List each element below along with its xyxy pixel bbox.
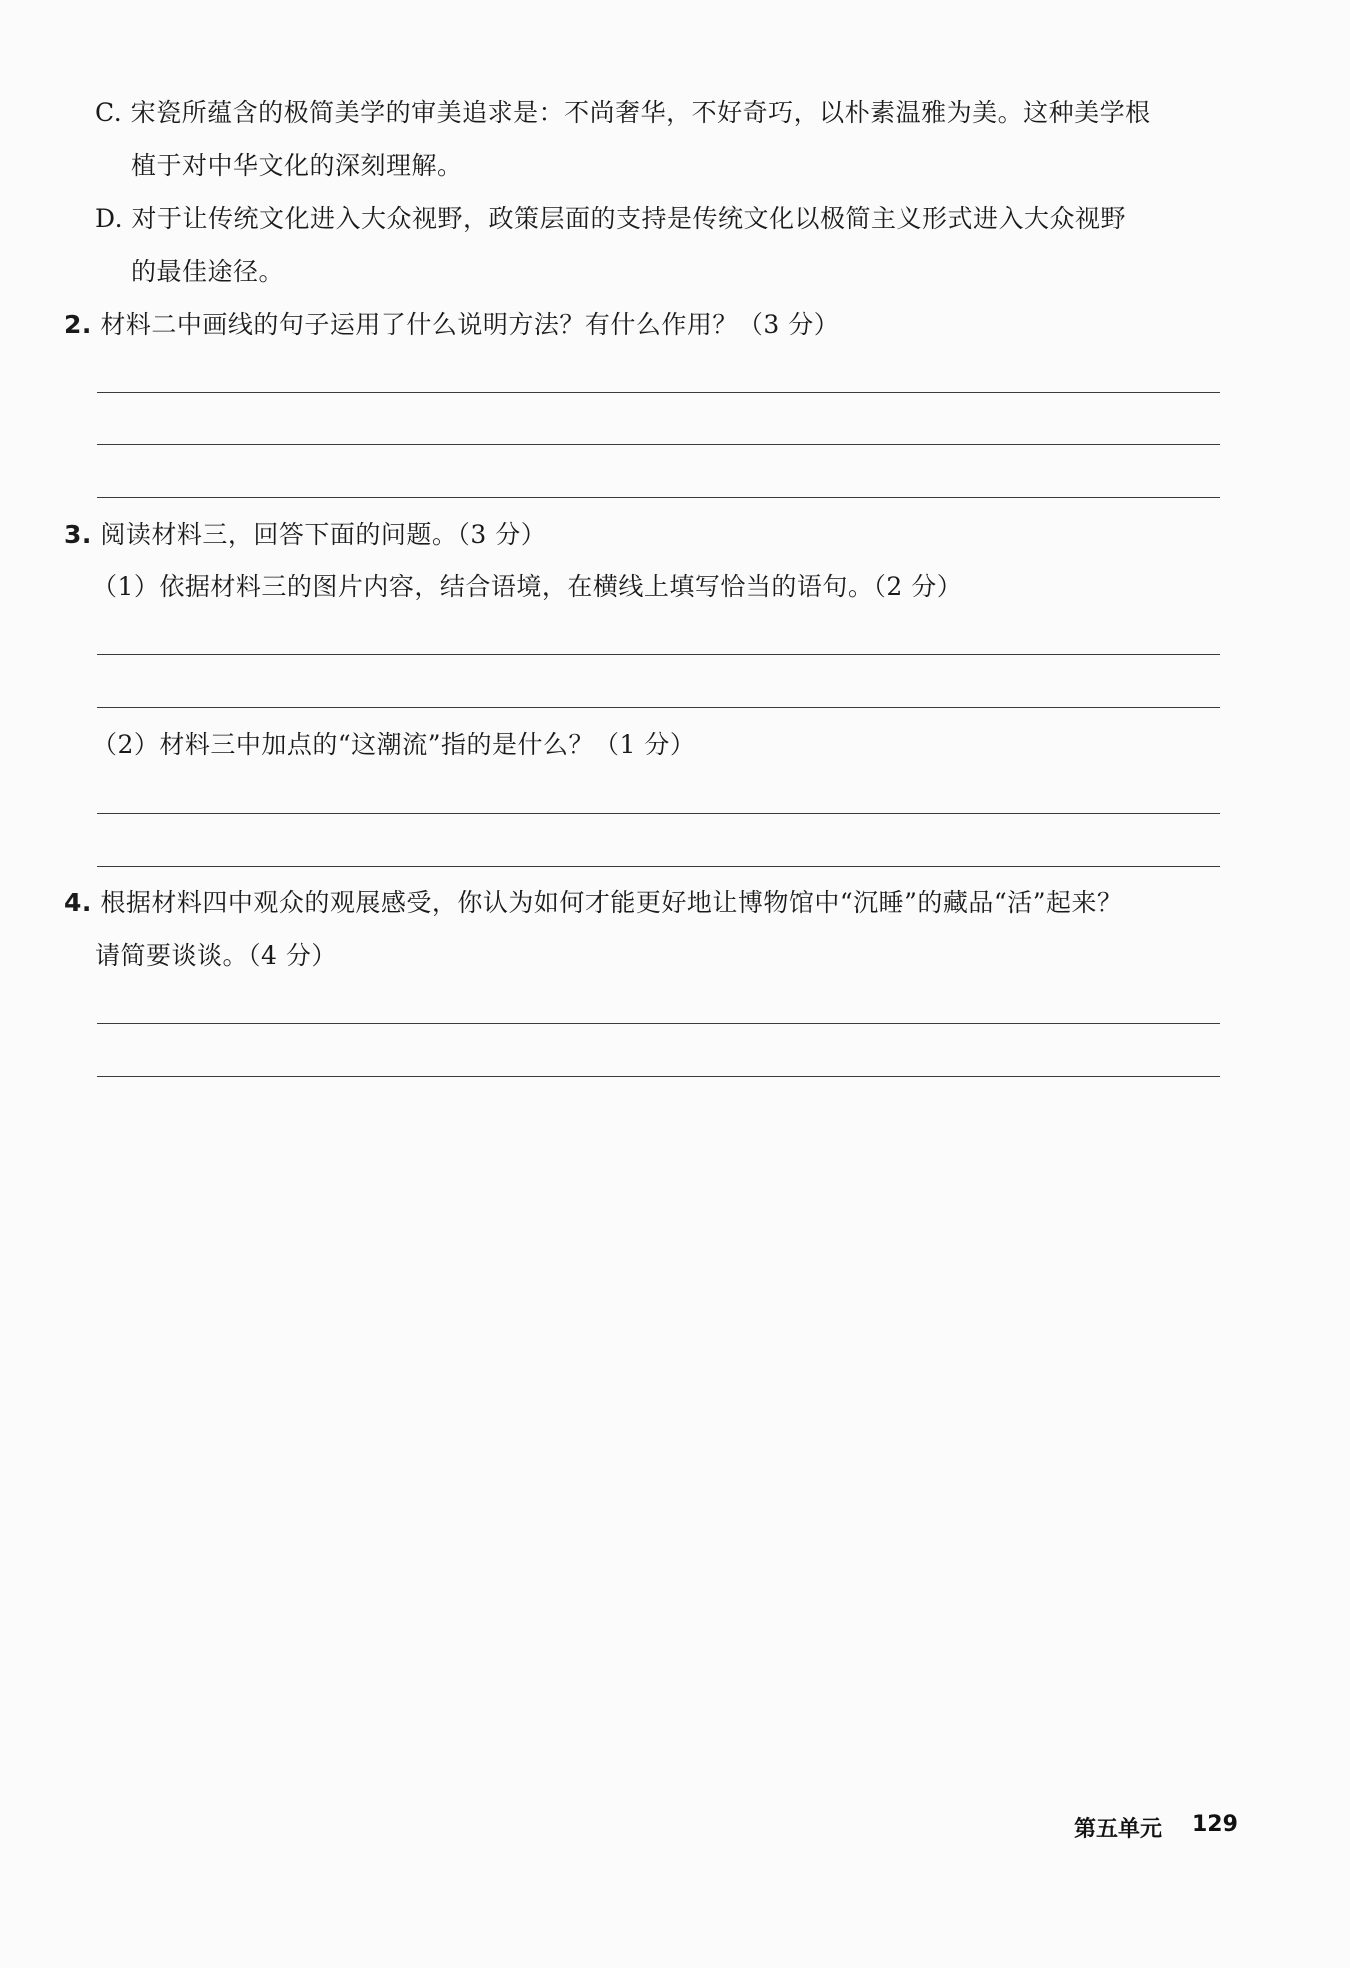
question-3 xyxy=(64,518,546,552)
page-number: 129 xyxy=(1192,1812,1238,1837)
option-d-line1: D. 对于让传统文化进入大众视野，政策层面的支持是传统文化以极简主义形式进入大众视野 xyxy=(95,204,1127,233)
question-4-text-line1: 根据材料四中观众的观展感受，你认为如何才能更好地让博物馆中“沉睡”的藏品“活”起来？ xyxy=(100,888,1123,917)
answer-line[interactable] xyxy=(97,813,1220,814)
question-4-number: 4. xyxy=(64,888,92,917)
question-2-number: 2. xyxy=(64,310,92,339)
answer-line[interactable] xyxy=(97,1023,1220,1024)
answer-line[interactable] xyxy=(97,392,1220,393)
question-3-text: 阅读材料三，回答下面的问题。（3 分） xyxy=(100,520,547,549)
option-d-line2: 的最佳途径。 xyxy=(131,257,285,286)
question-3-number: 3. xyxy=(64,520,92,549)
answer-line[interactable] xyxy=(97,444,1220,445)
answer-line[interactable] xyxy=(97,654,1220,655)
question-2 xyxy=(64,308,839,342)
question-3-sub1: （1）依据材料三的图片内容，结合语境，在横线上填写恰当的语句。（2 分） xyxy=(92,572,963,601)
question-4 xyxy=(64,886,1123,920)
unit-label: 第五单元 xyxy=(1074,1817,1163,1842)
answer-line[interactable] xyxy=(97,707,1220,708)
question-4-text-line2: 请简要谈谈。（4 分） xyxy=(95,941,337,970)
option-c-line1: C. 宋瓷所蕴含的极简美学的审美追求是：不尚奢华，不好奇巧，以朴素温雅为美。这种美学根 xyxy=(95,98,1151,127)
answer-line[interactable] xyxy=(97,497,1220,498)
question-3-sub2: （2）材料三中加点的“这潮流”指的是什么？（1 分） xyxy=(92,730,696,759)
option-c-line2: 植于对中华文化的深刻理解。 xyxy=(131,151,463,180)
answer-line[interactable] xyxy=(97,866,1220,867)
question-2-text: 材料二中画线的句子运用了什么说明方法？有什么作用？（3 分） xyxy=(100,310,840,339)
answer-line[interactable] xyxy=(97,1076,1220,1077)
